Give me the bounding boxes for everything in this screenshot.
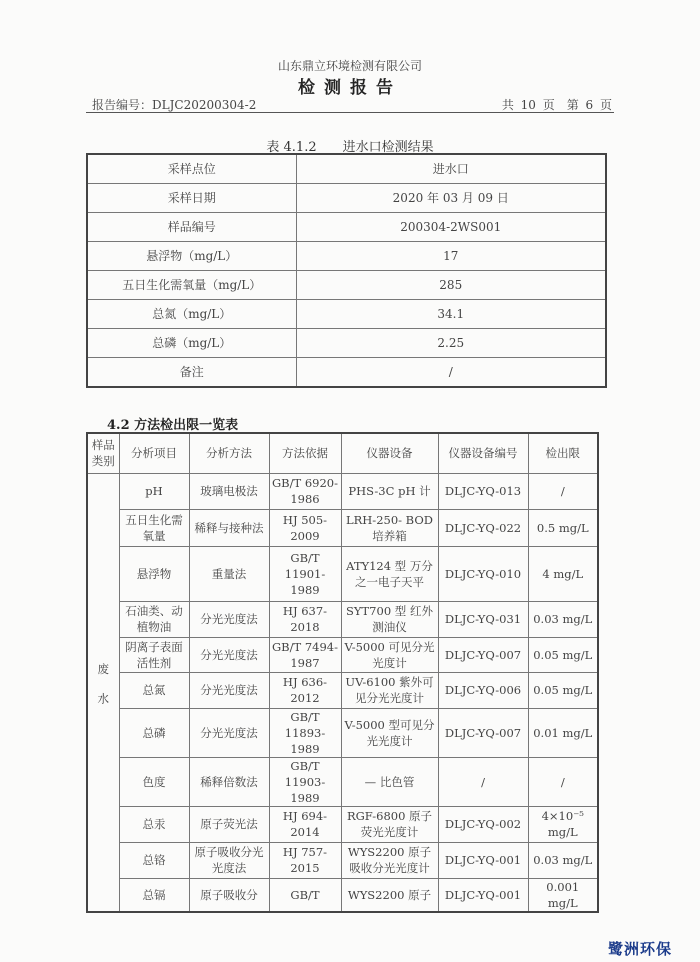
analysis-method: 稀释与接种法 <box>189 509 269 546</box>
analysis-method: 原子荧光法 <box>189 806 269 842</box>
column-header: 仪器设备编号 <box>438 433 528 473</box>
method-basis: GB/T 6920-1986 <box>269 473 341 509</box>
inlet-results-table <box>86 153 607 388</box>
table-row <box>87 672 598 708</box>
detection-limit: 0.5 mg/L <box>528 509 598 546</box>
table-row <box>87 637 598 672</box>
row-value: 34.1 <box>296 300 606 329</box>
instrument-id: DLJC-YQ-001 <box>438 842 528 878</box>
row-value: 200304-2WS001 <box>296 213 606 242</box>
analysis-item: 总镉 <box>119 878 189 912</box>
instrument: ATY124 型 万分之一电子天平 <box>341 546 438 601</box>
detection-limit: 4 mg/L <box>528 546 598 601</box>
watermark: 鹭洲环保 <box>608 940 673 958</box>
instrument: WYS2200 原子 <box>341 878 438 912</box>
analysis-method: 分光光度法 <box>189 672 269 708</box>
analysis-method: 分光光度法 <box>189 708 269 757</box>
header-divider <box>86 112 614 113</box>
detection-limit: 0.03 mg/L <box>528 842 598 878</box>
instrument-id: DLJC-YQ-007 <box>438 708 528 757</box>
table-row <box>87 878 598 912</box>
instrument-id: DLJC-YQ-001 <box>438 878 528 912</box>
method-basis: HJ 694-2014 <box>269 806 341 842</box>
table-row <box>87 806 598 842</box>
row-value: 2.25 <box>296 329 606 358</box>
instrument-id: DLJC-YQ-013 <box>438 473 528 509</box>
analysis-method: 重量法 <box>189 546 269 601</box>
method-basis: GB/T 11903-1989 <box>269 757 341 806</box>
sample-category: 废水 <box>87 473 119 912</box>
analysis-item: 总汞 <box>119 806 189 842</box>
column-header: 仪器设备 <box>341 433 438 473</box>
table-row <box>87 473 598 509</box>
table-row <box>87 546 598 601</box>
analysis-method: 分光光度法 <box>189 601 269 637</box>
report-number: 报告编号：DLJC20200304-2 <box>92 98 257 112</box>
table-row <box>87 842 598 878</box>
row-label: 总氮（mg/L） <box>87 300 296 329</box>
analysis-item: pH <box>119 473 189 509</box>
column-header: 分析方法 <box>189 433 269 473</box>
analysis-method: 玻璃电极法 <box>189 473 269 509</box>
section-heading: 4.2 方法检出限一览表 <box>107 418 239 433</box>
row-label: 采样点位 <box>87 154 296 184</box>
analysis-item: 五日生化需氧量 <box>119 509 189 546</box>
detection-limit: 0.05 mg/L <box>528 672 598 708</box>
row-value: 2020 年 03 月 09 日 <box>296 184 606 213</box>
table-row <box>87 358 606 388</box>
instrument: RGF-6800 原子荧光光度计 <box>341 806 438 842</box>
header-row <box>87 433 598 473</box>
table-row <box>87 271 606 300</box>
column-header: 分析项目 <box>119 433 189 473</box>
instrument-id: DLJC-YQ-031 <box>438 601 528 637</box>
table-row <box>87 154 606 184</box>
instrument-id: DLJC-YQ-010 <box>438 546 528 601</box>
method-basis: GB/T 7494-1987 <box>269 637 341 672</box>
row-value: 进水口 <box>296 154 606 184</box>
method-basis: GB/T 11901-1989 <box>269 546 341 601</box>
column-header: 方法依据 <box>269 433 341 473</box>
table-row <box>87 329 606 358</box>
instrument: WYS2200 原子吸收分光光度计 <box>341 842 438 878</box>
stamp-fragment <box>680 570 694 670</box>
table-row <box>87 242 606 271</box>
row-value: 285 <box>296 271 606 300</box>
page-indicator: 共 10 页 第 6 页 <box>501 98 612 112</box>
instrument: — 比色管 <box>341 757 438 806</box>
row-label: 总磷（mg/L） <box>87 329 296 358</box>
detection-limit: 0.03 mg/L <box>528 601 598 637</box>
table-row <box>87 300 606 329</box>
instrument: UV-6100 紫外可见分光光度计 <box>341 672 438 708</box>
instrument-id: DLJC-YQ-006 <box>438 672 528 708</box>
instrument: V-5000 型可见分光光度计 <box>341 708 438 757</box>
analysis-method: 原子吸收分 <box>189 878 269 912</box>
table-row <box>87 509 598 546</box>
method-basis: HJ 636-2012 <box>269 672 341 708</box>
instrument: PHS-3C pH 计 <box>341 473 438 509</box>
analysis-item: 石油类、动植物油 <box>119 601 189 637</box>
analysis-item: 阴离子表面活性剂 <box>119 637 189 672</box>
analysis-item: 总氮 <box>119 672 189 708</box>
table-row <box>87 757 598 806</box>
analysis-item: 色度 <box>119 757 189 806</box>
method-basis: GB/T 11893-1989 <box>269 708 341 757</box>
row-label: 采样日期 <box>87 184 296 213</box>
method-basis: HJ 505-2009 <box>269 509 341 546</box>
detection-limit: 0.01 mg/L <box>528 708 598 757</box>
table-row <box>87 184 606 213</box>
row-value: 17 <box>296 242 606 271</box>
instrument: SYT700 型 红外测油仪 <box>341 601 438 637</box>
instrument-id: / <box>438 757 528 806</box>
detection-limit: / <box>528 757 598 806</box>
table1-caption: 表 4.1.2 进水口检测结果 <box>266 140 434 155</box>
row-label: 样品编号 <box>87 213 296 242</box>
method-basis: GB/T <box>269 878 341 912</box>
method-basis: HJ 757-2015 <box>269 842 341 878</box>
table-row <box>87 708 598 757</box>
table-row <box>87 601 598 637</box>
row-label: 五日生化需氧量（mg/L） <box>87 271 296 300</box>
analysis-method: 稀释倍数法 <box>189 757 269 806</box>
row-label: 悬浮物（mg/L） <box>87 242 296 271</box>
column-header: 样品类别 <box>87 433 119 473</box>
analysis-method: 分光光度法 <box>189 637 269 672</box>
detection-limit-table <box>86 432 599 913</box>
instrument-id: DLJC-YQ-022 <box>438 509 528 546</box>
analysis-item: 悬浮物 <box>119 546 189 601</box>
instrument: LRH-250- BOD 培养箱 <box>341 509 438 546</box>
detection-limit: 4×10⁻⁵ mg/L <box>528 806 598 842</box>
detection-limit: 0.05 mg/L <box>528 637 598 672</box>
report-title: 检测报告 <box>298 78 402 98</box>
instrument: V-5000 可见分光光度计 <box>341 637 438 672</box>
instrument-id: DLJC-YQ-007 <box>438 637 528 672</box>
row-value: / <box>296 358 606 388</box>
detection-limit: / <box>528 473 598 509</box>
method-basis: HJ 637-2018 <box>269 601 341 637</box>
instrument-id: DLJC-YQ-002 <box>438 806 528 842</box>
company-name: 山东鼎立环境检测有限公司 <box>277 59 422 73</box>
detection-limit: 0.001 mg/L <box>528 878 598 912</box>
analysis-item: 总磷 <box>119 708 189 757</box>
analysis-method: 原子吸收分光光度法 <box>189 842 269 878</box>
row-label: 备注 <box>87 358 296 388</box>
table-row <box>87 213 606 242</box>
column-header: 检出限 <box>528 433 598 473</box>
analysis-item: 总铬 <box>119 842 189 878</box>
